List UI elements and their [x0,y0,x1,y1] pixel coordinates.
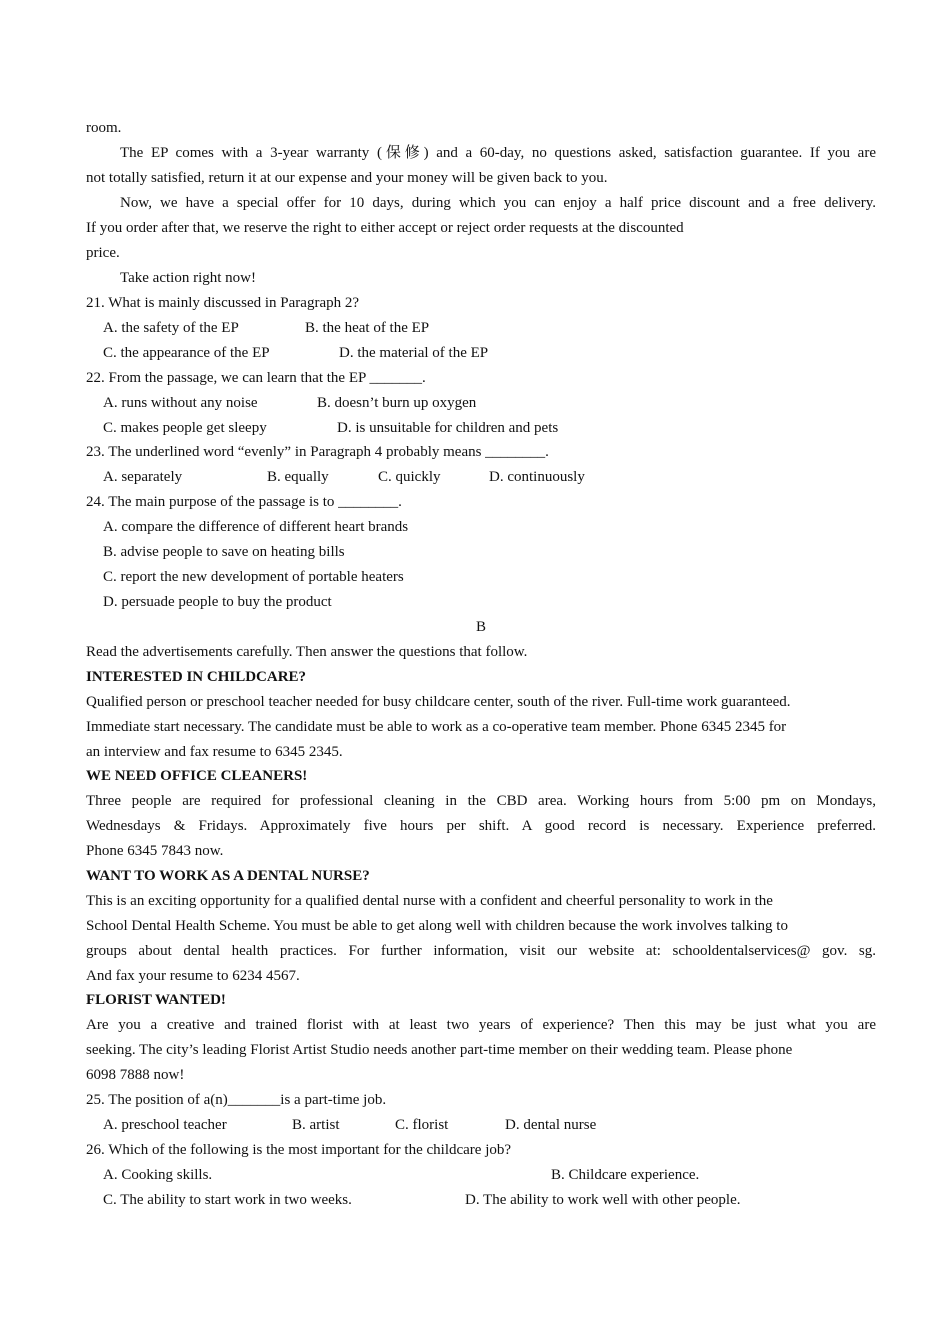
option-d: D. is unsuitable for children and pets [337,420,559,436]
ad-line: And fax your resume to 6234 4567. [86,968,300,984]
section-letter: B [476,619,487,635]
option-b: B. equally [267,469,329,485]
passage-line: price. [86,245,120,261]
ad-line: 6098 7888 now! [86,1067,185,1083]
option-d: D. the material of the EP [339,345,489,361]
ad-line: Wednesdays & Fridays. Approximately five hours per shift. A good record is necessary. Experience preferred. [86,818,876,834]
passage-line: room. [86,120,122,136]
option-a: A. Cooking skills. [103,1167,213,1183]
option-b: B. the heat of the EP [305,320,430,336]
option-b: B. Childcare experience. [551,1167,700,1183]
option-a: A. compare the difference of different heart brands [103,519,409,535]
passage-line: Take action right now! [120,270,256,286]
option-b: B. advise people to save on heating bills [103,544,345,560]
question-stem: 22. From the passage, we can learn that the EP _______. [86,370,426,386]
passage-line: Now, we have a special offer for 10 days, during which you can enjoy a half price discount and a free delivery. [120,195,876,211]
ad-line: seeking. The city’s leading Florist Artist Studio needs another part-time member on their wedding team. Please phone [86,1042,793,1058]
ad-line: Immediate start necessary. The candidate must be able to work as a co-operative team member. Phone 6345 2345 for [86,719,787,735]
option-c: C. report the new development of portable heaters [103,569,404,585]
ad-line: an interview and fax resume to 6345 2345. [86,744,343,760]
option-b: B. doesn’t burn up oxygen [317,395,477,411]
question-stem: 23. The underlined word “evenly” in Paragraph 4 probably means ________. [86,444,549,460]
option-c: C. florist [395,1117,449,1133]
option-a: A. preschool teacher [103,1117,227,1133]
option-c: C. quickly [378,469,441,485]
option-c: C. makes people get sleepy [103,420,267,436]
ad-heading: FLORIST WANTED! [86,992,226,1008]
ad-line: Are you a creative and trained florist with at least two years of experience? Then this may be just what you are [86,1017,876,1033]
option-b: B. artist [292,1117,340,1133]
ad-heading: WANT TO WORK AS A DENTAL NURSE? [86,868,370,884]
option-d: D. dental nurse [505,1117,597,1133]
option-d: D. The ability to work well with other people. [465,1192,741,1208]
section-intro: Read the advertisements carefully. Then answer the questions that follow. [86,644,528,660]
question-stem: 26. Which of the following is the most important for the childcare job? [86,1142,512,1158]
ad-heading: WE NEED OFFICE CLEANERS! [86,768,308,784]
question-stem: 21. What is mainly discussed in Paragraph 2? [86,295,360,311]
ad-line: Phone 6345 7843 now. [86,843,224,859]
ad-heading: INTERESTED IN CHILDCARE? [86,669,307,685]
ad-line: Three people are required for professional cleaning in the CBD area. Working hours from 5:00 pm on Mondays, [86,793,876,809]
option-d: D. continuously [489,469,585,485]
ad-line: This is an exciting opportunity for a qualified dental nurse with a confident and cheerful personality to work in the [86,893,773,909]
option-d: D. persuade people to buy the product [103,594,332,610]
question-stem: 24. The main purpose of the passage is to ________. [86,494,402,510]
passage-line: not totally satisfied, return it at our expense and your money will be given back to you. [86,170,608,186]
option-c: C. the appearance of the EP [103,345,270,361]
ad-line: School Dental Health Scheme. You must be able to get along well with children because the work involves talking to [86,918,788,934]
ad-line: Qualified person or preschool teacher needed for busy childcare center, south of the river. Full-time work guaranteed. [86,694,791,710]
passage-line: If you order after that, we reserve the right to either accept or reject order requests at the discounted [86,220,684,236]
option-a: A. the safety of the EP [103,320,239,336]
option-a: A. runs without any noise [103,395,258,411]
ad-line: groups about dental health practices. For further information, visit our website at: schooldentalservices@ gov. sg. [86,943,876,959]
question-stem: 25. The position of a(n)_______is a part-time job. [86,1092,387,1108]
option-c: C. The ability to start work in two weeks. [103,1192,352,1208]
option-a: A. separately [103,469,183,485]
passage-line: The EP comes with a 3-year warranty (保修) and a 60-day, no questions asked, satisfaction guarantee. If you are [120,145,876,161]
